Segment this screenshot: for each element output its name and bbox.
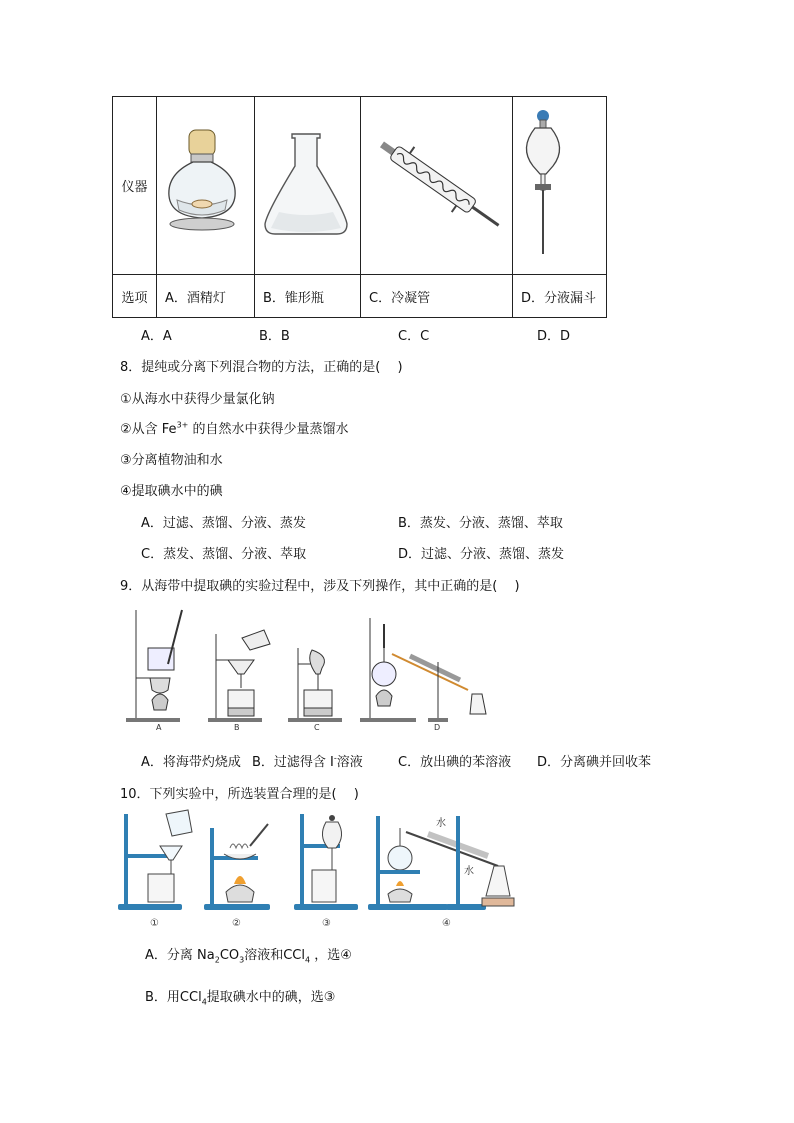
water-in-label: 水 [436,818,446,829]
instrument-table [112,96,607,318]
q8-item-4: ④提取碘水中的碘 [120,484,223,499]
separatory-funnel-icon [513,104,606,264]
table-option-b: B．锥形瓶 [255,275,361,318]
q8-option-b: B．蒸发、分液、蒸馏、萃取 [398,516,563,531]
q8-option-a: A．过滤、蒸馏、分液、蒸发 [141,516,306,531]
q9-option-a: A．将海带灼烧成 [141,755,241,770]
q10-apparatus-figure [118,806,528,932]
condenser-cell [361,97,513,275]
q10-option-b: B．用CCl$_4$提取碘水中的碘，选③ [145,990,336,1007]
q8-option-d: D．过滤、分液、蒸馏、蒸发 [398,547,565,562]
q9-fig-label-a: A [156,723,162,732]
q9-apparatus-figure [120,604,510,734]
water-out-label: 水 [464,866,474,877]
q8-option-c: C．蒸发、蒸馏、分液、萃取 [141,547,307,562]
row-label-instrument: 仪器 [113,97,157,275]
q9-fig-label-d: D [434,723,441,732]
q10-fig-label-1: ① [150,918,159,929]
q8-item-2: ②从含 $Fe^{3+}$ 的自然水中获得少量蒸馏水 [120,420,349,437]
q9-fig-label-b: B [234,723,240,732]
q8-item-3: ③分离植物油和水 [120,453,223,468]
separatory-funnel-cell [513,97,607,275]
q8-stem: 8．提纯或分离下列混合物的方法，正确的是( ) [120,360,403,375]
q10-stem: 10．下列实验中，所选装置合理的是( ) [120,787,359,802]
table-option-c: C．冷凝管 [361,275,513,318]
q9-option-c: C．放出碘的苯溶液 [398,755,512,770]
q10-fig-label-3: ③ [322,918,331,929]
q9-option-d: D．分离碘并回收苯 [537,755,652,770]
table-option-a: A．酒精灯 [157,275,255,318]
q8-item-1: ①从海水中获得少量氯化钠 [120,392,275,407]
table-option-d: D．分液漏斗 [513,275,607,318]
q7-answer-c: C．C [398,329,430,344]
q9-option-b: B．过滤得含 I-溶液 [252,753,363,770]
alcohol-lamp-cell [157,97,255,275]
q10-option-a: A．分离 $Na_2CO_3$溶液和CCl$_4$ ，选④ [145,948,352,965]
q9-fig-label-c: C [314,723,320,732]
q10-fig-label-2: ② [232,918,241,929]
condenser-icon [361,124,512,244]
q7-answer-d: D．D [537,329,571,344]
conical-flask-icon [255,124,360,244]
row-label-option: 选项 [113,275,157,318]
conical-flask-cell [255,97,361,275]
q7-answer-b: B．B [259,329,290,344]
q7-answer-a: A．A [141,329,172,344]
alcohol-lamp-icon [157,124,254,244]
q9-stem: 9．从海带中提取碘的实验过程中，涉及下列操作，其中正确的是( ) [120,579,520,594]
q10-fig-label-4: ④ [442,918,451,929]
